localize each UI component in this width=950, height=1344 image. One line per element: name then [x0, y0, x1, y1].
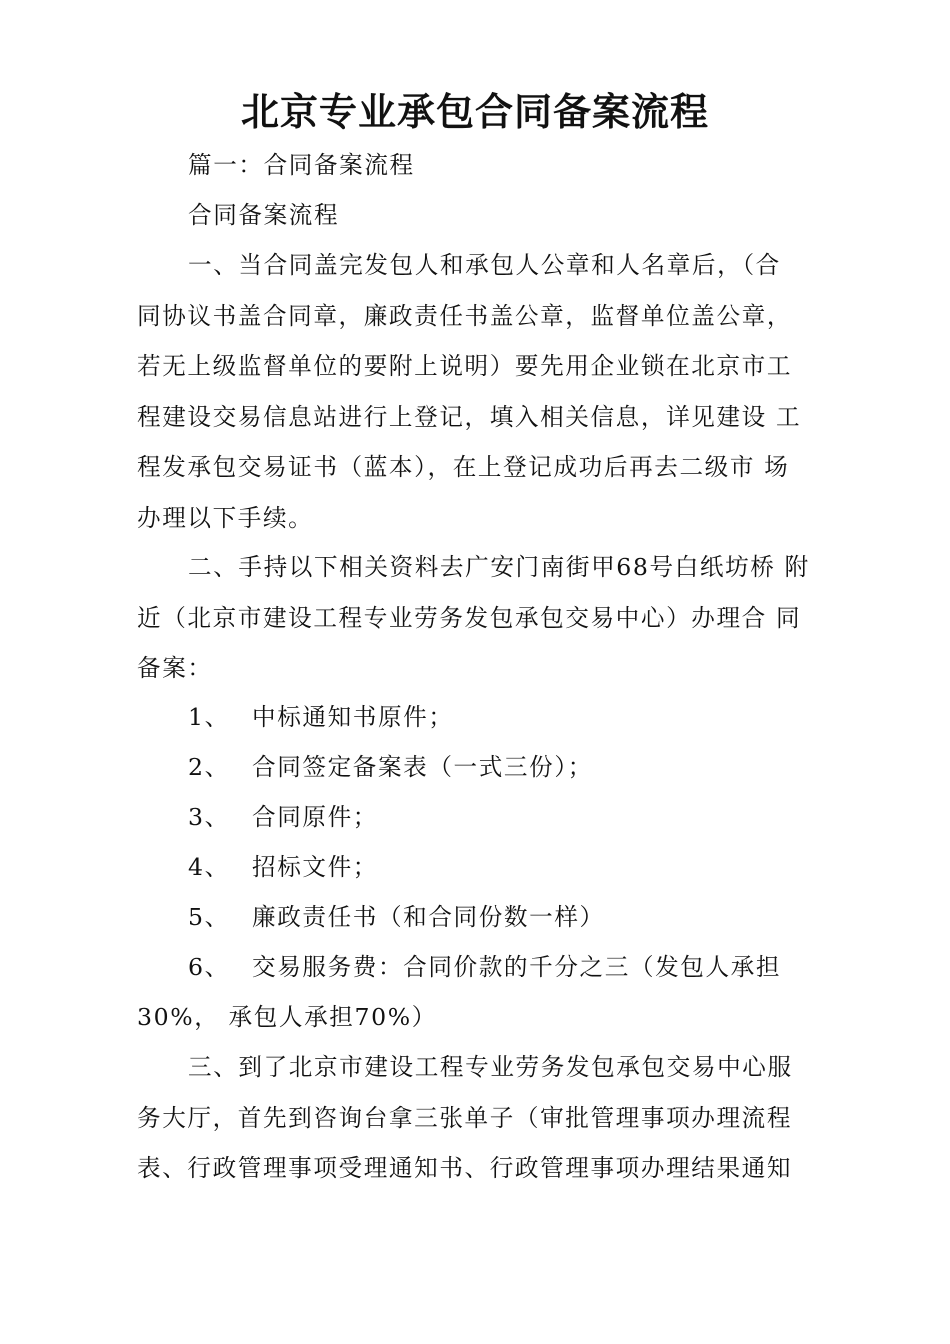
- section-heading-1: 篇一：合同备案流程: [188, 151, 415, 179]
- paragraph-line: 程建设交易信息站进行上登记，填入相关信息，详见建设 工: [137, 402, 802, 431]
- paragraph-line: 二、手持以下相关资料去广安门南街甲68号白纸坊桥 附: [188, 553, 810, 581]
- list-item-text: 合同原件；: [252, 803, 378, 831]
- paragraph-line: 程发承包交易证书（蓝本），在上登记成功后再去二级市 场: [137, 453, 790, 481]
- list-item-text: 廉政责任书（和合同份数一样）: [252, 903, 605, 931]
- list-item-continuation: 30%， 承包人承担70%）: [137, 1003, 437, 1031]
- list-item-text: 合同签定备案表（一式三份）；: [252, 753, 593, 781]
- list-item: [188, 792, 878, 843]
- list-item-number: 5、: [188, 903, 230, 931]
- list-item: [188, 742, 878, 793]
- paragraph-2: [137, 542, 827, 694]
- paragraph-line: 若无上级监督单位的要附上说明）要先用企业锁在北京市工: [137, 352, 793, 380]
- paragraph-line: 同协议书盖合同章，廉政责任书盖公章，监督单位盖公章，: [137, 301, 793, 330]
- list-item-text: 中标通知书原件；: [252, 703, 454, 731]
- paragraph-line: 一、当合同盖完发包人和承包人公章和人名章后，（合: [188, 251, 781, 279]
- list-item-text: 招标文件；: [252, 853, 378, 881]
- list-item-text: 交易服务费：合同价款的千分之三（发包人承担: [252, 953, 782, 981]
- list-item-number: 3、: [188, 803, 230, 831]
- list-item-number: 6、: [188, 953, 230, 981]
- paragraph-line: 近（北京市建设工程专业劳务发包承包交易中心）办理合 同: [137, 603, 802, 632]
- section-heading-2: 合同备案流程: [188, 201, 340, 229]
- list-item: [188, 692, 878, 743]
- list-item-number: 4、: [188, 853, 230, 881]
- paragraph-3: [137, 1042, 827, 1194]
- list-item: [188, 892, 878, 943]
- paragraph-line: 表、行政管理事项受理通知书、行政管理事项办理结果通知: [137, 1154, 793, 1182]
- list-item-number: 1、: [188, 703, 230, 731]
- list-item: [188, 942, 878, 993]
- paragraph-line: 三、到了北京市建设工程专业劳务发包承包交易中心服: [188, 1053, 793, 1081]
- paragraph-1: [137, 240, 827, 543]
- paragraph-line: 备案：: [137, 654, 213, 682]
- list-item-number: 2、: [188, 753, 230, 781]
- list-item: [188, 842, 878, 893]
- paragraph-line: 办理以下手续。: [137, 503, 314, 532]
- paragraph-line: 务大厅，首先到咨询台拿三张单子（审批管理事项办理流程: [137, 1103, 793, 1132]
- document-title: 北京专业承包合同备案流程: [240, 90, 709, 134]
